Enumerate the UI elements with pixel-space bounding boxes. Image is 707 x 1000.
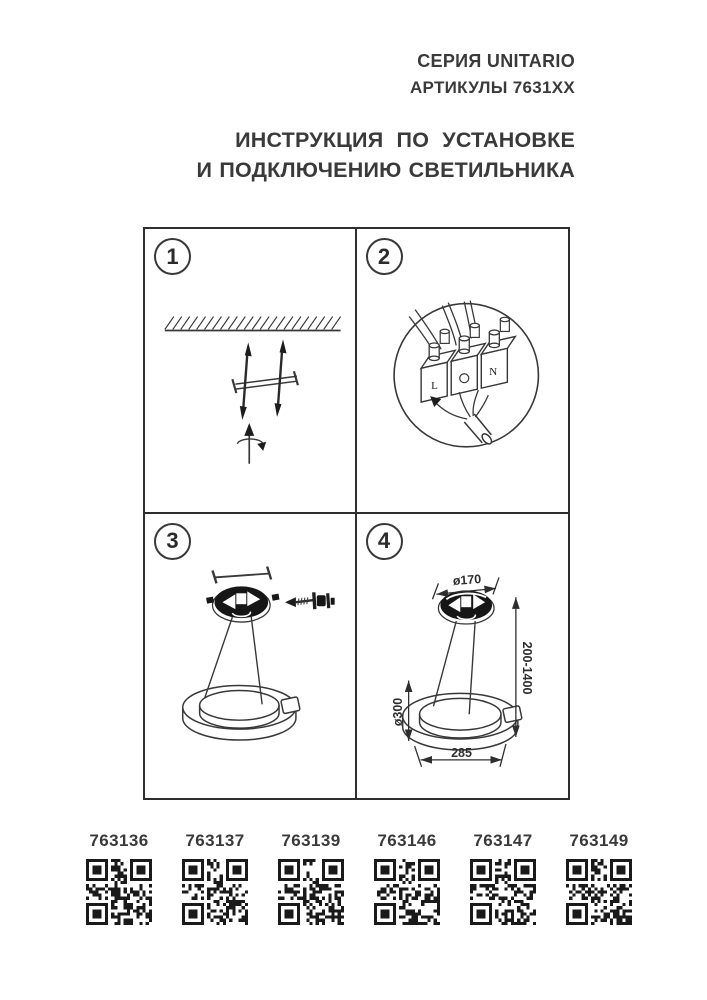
qr-code bbox=[374, 859, 440, 925]
fixing-screw-icon bbox=[285, 592, 335, 609]
article-item bbox=[551, 831, 647, 925]
dimension-ring-width: 285 bbox=[451, 745, 472, 760]
article-item bbox=[263, 831, 359, 925]
article-number: 763149 bbox=[569, 831, 629, 850]
series-title: СЕРИЯ UNITARIO bbox=[417, 51, 575, 71]
canopy-icon bbox=[438, 590, 494, 624]
article-item bbox=[455, 831, 551, 925]
step-number-badge bbox=[154, 523, 191, 560]
dimension-ring-profile: ø300 bbox=[390, 697, 405, 726]
ceiling-hatch-icon bbox=[165, 317, 341, 331]
canopy-icon bbox=[206, 586, 279, 622]
qr-code bbox=[86, 859, 152, 925]
step-number-badge bbox=[366, 523, 403, 560]
terminal-label-live: L bbox=[430, 380, 438, 393]
articles-subtitle: АРТИКУЛЫ 7631XX bbox=[409, 78, 575, 97]
terminal-label-neutral: N bbox=[488, 366, 497, 379]
qr-code bbox=[470, 859, 536, 925]
steps-grid bbox=[143, 227, 570, 800]
step-3-panel bbox=[145, 514, 357, 799]
dimension-canopy-diameter: ø170 bbox=[451, 571, 482, 588]
step-number: 2 bbox=[377, 243, 391, 269]
article-number: 763147 bbox=[473, 831, 533, 850]
dimension-suspension-height: 200-1400 bbox=[519, 641, 534, 694]
article-item bbox=[359, 831, 455, 925]
step-number: 3 bbox=[166, 528, 179, 553]
light-ring-icon bbox=[183, 685, 300, 740]
qr-code bbox=[182, 859, 248, 925]
step-number-badge bbox=[366, 238, 403, 275]
ceiling-bracket-icon bbox=[213, 566, 272, 583]
step-2-panel bbox=[357, 229, 569, 514]
article-item bbox=[71, 831, 167, 925]
step-number: 1 bbox=[166, 243, 179, 269]
qr-code bbox=[566, 859, 632, 925]
article-number: 763136 bbox=[89, 831, 149, 850]
article-list bbox=[71, 831, 647, 925]
step-1-panel bbox=[145, 229, 357, 514]
step-number-badge bbox=[154, 238, 191, 275]
article-number: 763146 bbox=[377, 831, 437, 850]
qr-code bbox=[278, 859, 344, 925]
mounting-bracket-icon bbox=[232, 339, 298, 420]
page-title-line2: И ПОДКЛЮЧЕНИЮ СВЕТИЛЬНИКА bbox=[196, 158, 575, 182]
article-item bbox=[167, 831, 263, 925]
step-number: 4 bbox=[377, 528, 391, 553]
screw-in-arrow-icon bbox=[237, 423, 266, 464]
page-title-line1: ИНСТРУКЦИЯ ПО УСТАНОВКЕ bbox=[235, 128, 575, 152]
step-4-panel bbox=[357, 514, 569, 799]
article-number: 763139 bbox=[281, 831, 341, 850]
light-ring-icon bbox=[402, 693, 521, 750]
article-number: 763137 bbox=[185, 831, 245, 850]
